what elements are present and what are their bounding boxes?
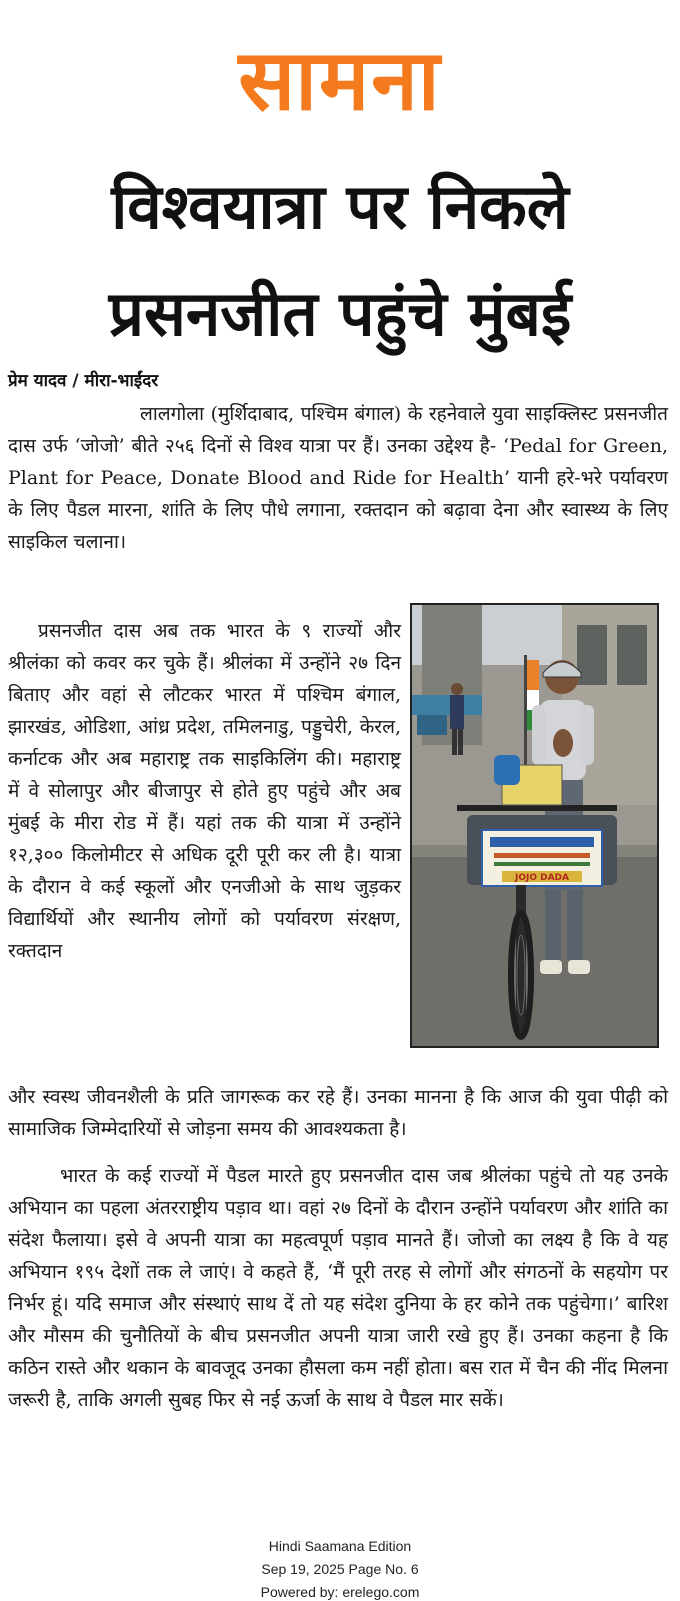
article-paragraph-1: लालगोला (मुर्शिदाबाद, पश्चिम बंगाल) के रहनेवाले युवा साइक्लिस्ट प्रसनजीत दास उर्फ ‘जोजो’ बीते २५६ दिनों से विश्व यात्रा पर हैं। उनका उद्देश्य है- ‘Pedal for Green, Plant for Peace, Donate Blood and Ride for Health’ यानी हरे-भरे पर्यावरण के लिए पैडल मारना, शांति के लिए पौधे लगाना, रक्तदान को बढ़ावा देना और स्वास्थ्य के लिए साइकिल चलाना।: [8, 403, 668, 553]
cyclist-photo-illustration: [412, 605, 657, 1046]
bike-banner-text: JOJO DADA: [514, 873, 570, 883]
headline-line-1: विश्वयात्रा पर निकले: [111, 170, 569, 243]
byline: प्रेम यादव / मीरा-भाईंदर: [8, 371, 159, 391]
footer-edition: Hindi Saamana Edition: [268, 1538, 412, 1554]
article-photo: [410, 603, 659, 1048]
footer-date-page: Sep 19, 2025 Page No. 6: [261, 1561, 419, 1577]
masthead-logo: सामना: [238, 31, 442, 129]
article-paragraph-2-column: प्रसनजीत दास अब तक भारत के ९ राज्यों और श्रीलंका को कवर कर चुके हैं। श्रीलंका में उन्होंने २७ दिन बिताए और वहां से लौटकर भारत में पश्चिम बंगाल, झारखंड, ओडिशा, आंध्र प्रदेश, तमिलनाडु, पड्डुचेरी, केरल, कर्नाटक और अब महाराष्ट्र तक साइकिलिंग की। महाराष्ट्र में वे सोलापुर और बीजापुर से होते हुए पहुंचे और अब मुंबई के मीरा रोड में हैं। यहां तक की यात्रा में उन्होंने १२,३०० किलोमीटर से अधिक दूरी पूरी कर ली है। यात्रा के दौरान वे कई स्कूलों और एनजीओ के साथ जुड़कर विद्यार्थियों और स्थानीय लोगों को पर्यावरण संरक्षण, रक्तदान: [8, 620, 401, 962]
article-paragraph-3: भारत के कई राज्यों में पैडल मारते हुए प्रसनजीत दास जब श्रीलंका पहुंचे तो यह उनके अभियान का पहला अंतरराष्ट्रीय पड़ाव था। वहां २७ दिनों के दौरान उन्होंने पर्यावरण और शांति का संदेश फैलाया। इसे वे अपनी यात्रा का महत्वपूर्ण पड़ाव मानते हैं। जोजो का लक्ष्य है कि वे यह अभियान १९५ देशों तक ले जाएं। वे कहते हैं, ‘मैं पूरी तरह से लोगों और संगठनों के सहयोग पर निर्भर हूं। यदि समाज और संस्थाएं साथ दें तो यह संदेश दुनिया के हर कोने तक पहुंचेगा।’ बारिश और मौसम की चुनौतियों के बीच प्रसनजीत अपनी यात्रा जारी रखे हुए हैं। उनका कहना है कि कठिन रास्ते और थकान के बावजूद उनका हौसला कम नहीं होता। बस रात में चैन की नींद मिलना जरूरी है, ताकि अगली सुबह फिर से नई ऊर्जा के साथ वे पैडल मार सकें।: [8, 1165, 668, 1411]
footer-powered-by: Powered by: erelego.com: [260, 1584, 420, 1600]
headline-line-2: प्रसनजीत पहुंचे मुंबई: [108, 277, 572, 350]
article-paragraph-2-continued: और स्वस्थ जीवनशैली के प्रति जागरूक कर रहे हैं। उनका मानना है कि आज की युवा पीढ़ी को सामाजिक जिम्मेदारियों से जोड़ना समय की आवश्यकता है।: [8, 1086, 668, 1140]
